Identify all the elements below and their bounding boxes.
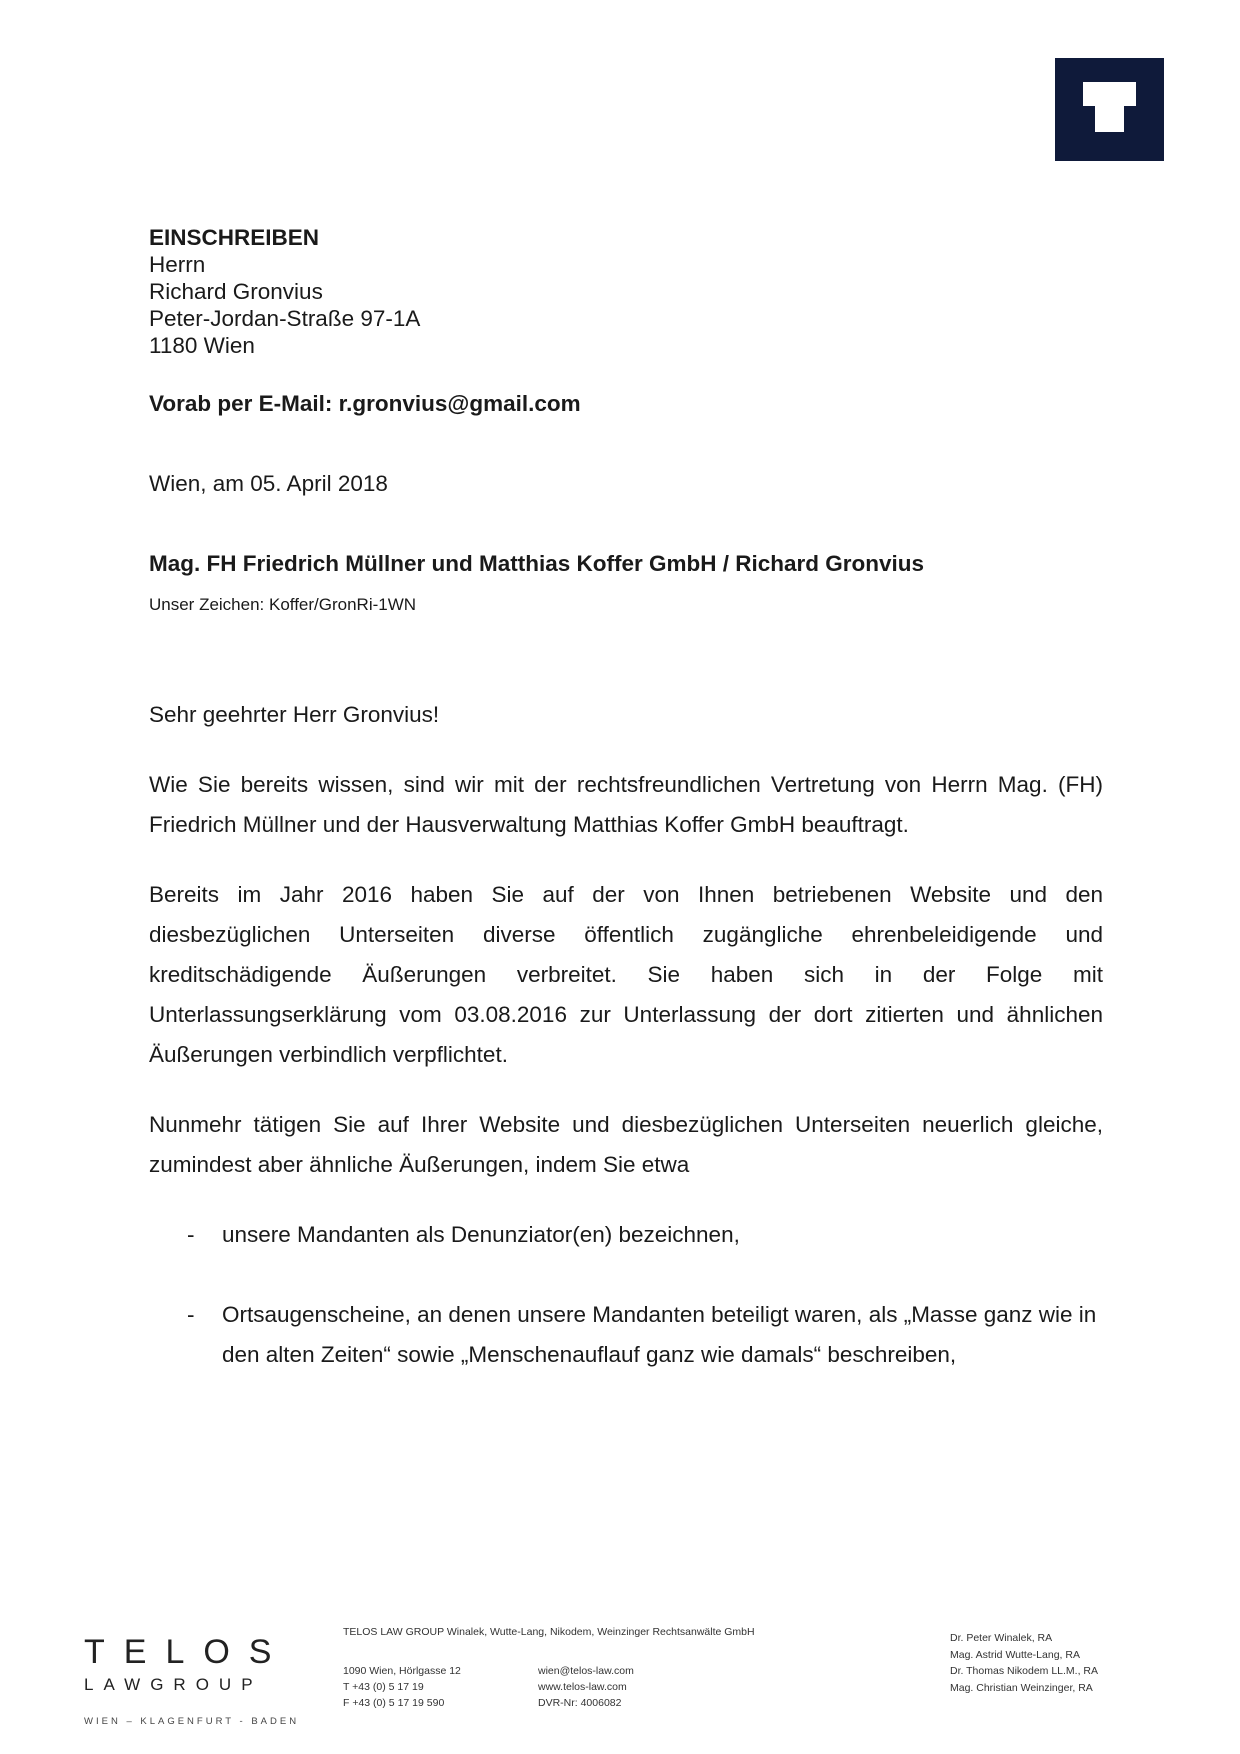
list-item (149, 1215, 1103, 1255)
email-address: wien@telos-law.com (538, 1665, 634, 1677)
brand-name: TELOS (84, 1633, 291, 1671)
partner-name: Dr. Thomas Nikodem LL.M., RA (950, 1665, 1099, 1677)
bullet-dash: - (187, 1302, 195, 1327)
brand-cities: WIEN – KLAGENFURT - BADEN (84, 1716, 300, 1727)
letterhead-footer (0, 1620, 1240, 1754)
partner-name: Mag. Christian Weinzinger, RA (950, 1681, 1093, 1694)
contact-online-block (538, 1663, 634, 1711)
salutation: Sehr geehrter Herr Gronvius! (149, 702, 440, 727)
office-address: 1090 Wien, Hörlgasse 12 (343, 1665, 461, 1677)
paragraph-representation: Wie Sie bereits wissen, sind wir mit der rechtsfreundlichen Vertretung von Herrn Mag. (FH) Friedrich Müllner und der Hausverwaltung Matthias Koffer GmbH beauftragt. (149, 772, 1103, 837)
recipient-address (149, 224, 1103, 359)
telos-logo-icon (1055, 58, 1164, 161)
delivery-method: EINSCHREIBEN (149, 225, 320, 250)
bullet-dash: - (187, 1222, 195, 1247)
brand-subtitle: LAWGROUP (84, 1675, 263, 1694)
contact-address-block (343, 1663, 461, 1711)
list-item-text: unsere Mandanten als Denunziator(en) bezeichnen, (222, 1222, 740, 1247)
statement-list (149, 1215, 1103, 1375)
fax-number: F +43 (0) 5 17 19 590 (343, 1697, 445, 1709)
company-name: TELOS LAW GROUP Winalek, Wutte-Lang, Nikodem, Weinzinger Rechtsanwälte GmbH (343, 1626, 755, 1638)
website: www.telos-law.com (538, 1681, 627, 1693)
address-line-city: 1180 Wien (149, 333, 255, 358)
letter-subject: Mag. FH Friedrich Müllner und Matthias Koffer GmbH / Richard Gronvius (149, 551, 925, 576)
address-line-salutation: Herrn (149, 252, 206, 277)
list-item-text: Ortsaugenscheine, an denen unsere Mandanten beteiligt waren, als „Masse ganz wie in den alten Zeiten“ sowie „Menschenauflauf ganz wie damals“ beschreiben, (222, 1302, 1097, 1367)
advance-notice: Vorab per E-Mail: r.gronvius@gmail.com (149, 391, 581, 416)
letter-body (149, 224, 1103, 1375)
brand-wordmark (84, 1634, 290, 1696)
paragraph-current: Nunmehr tätigen Sie auf Ihrer Website und diesbezüglichen Unterseiten neuerlich gleiche, zumindest aber ähnliche Äußerungen, indem Sie etwa (149, 1112, 1103, 1177)
list-item (149, 1295, 1103, 1375)
phone-number: T +43 (0) 5 17 19 (343, 1681, 424, 1693)
paragraph-history: Bereits im Jahr 2016 haben Sie auf der von Ihnen betriebenen Website und den diesbezüglichen Unterseiten diverse öffentlich zugängliche ehrenbeleidigende und kreditschädigende Äußerungen verbreitet. Sie haben sich in der Folge mit Unterlassungserklärung vom 03.08.2016 zur Unterlassung der dort zitierten und ähnlichen Äußerungen verbindlich verpflichtet. (149, 882, 1103, 1067)
address-line-name: Richard Gronvius (149, 279, 323, 304)
dvr-number: DVR-Nr: 4006082 (538, 1697, 622, 1709)
address-line-street: Peter-Jordan-Straße 97-1A (149, 306, 421, 331)
partner-name: Dr. Peter Winalek, RA (950, 1632, 1053, 1644)
partner-name: Mag. Astrid Wutte-Lang, RA (950, 1648, 1080, 1661)
letter-date: Wien, am 05. April 2018 (149, 471, 388, 496)
partner-list (950, 1630, 1098, 1696)
reference-number: Unser Zeichen: Koffer/GronRi-1WN (149, 595, 417, 614)
